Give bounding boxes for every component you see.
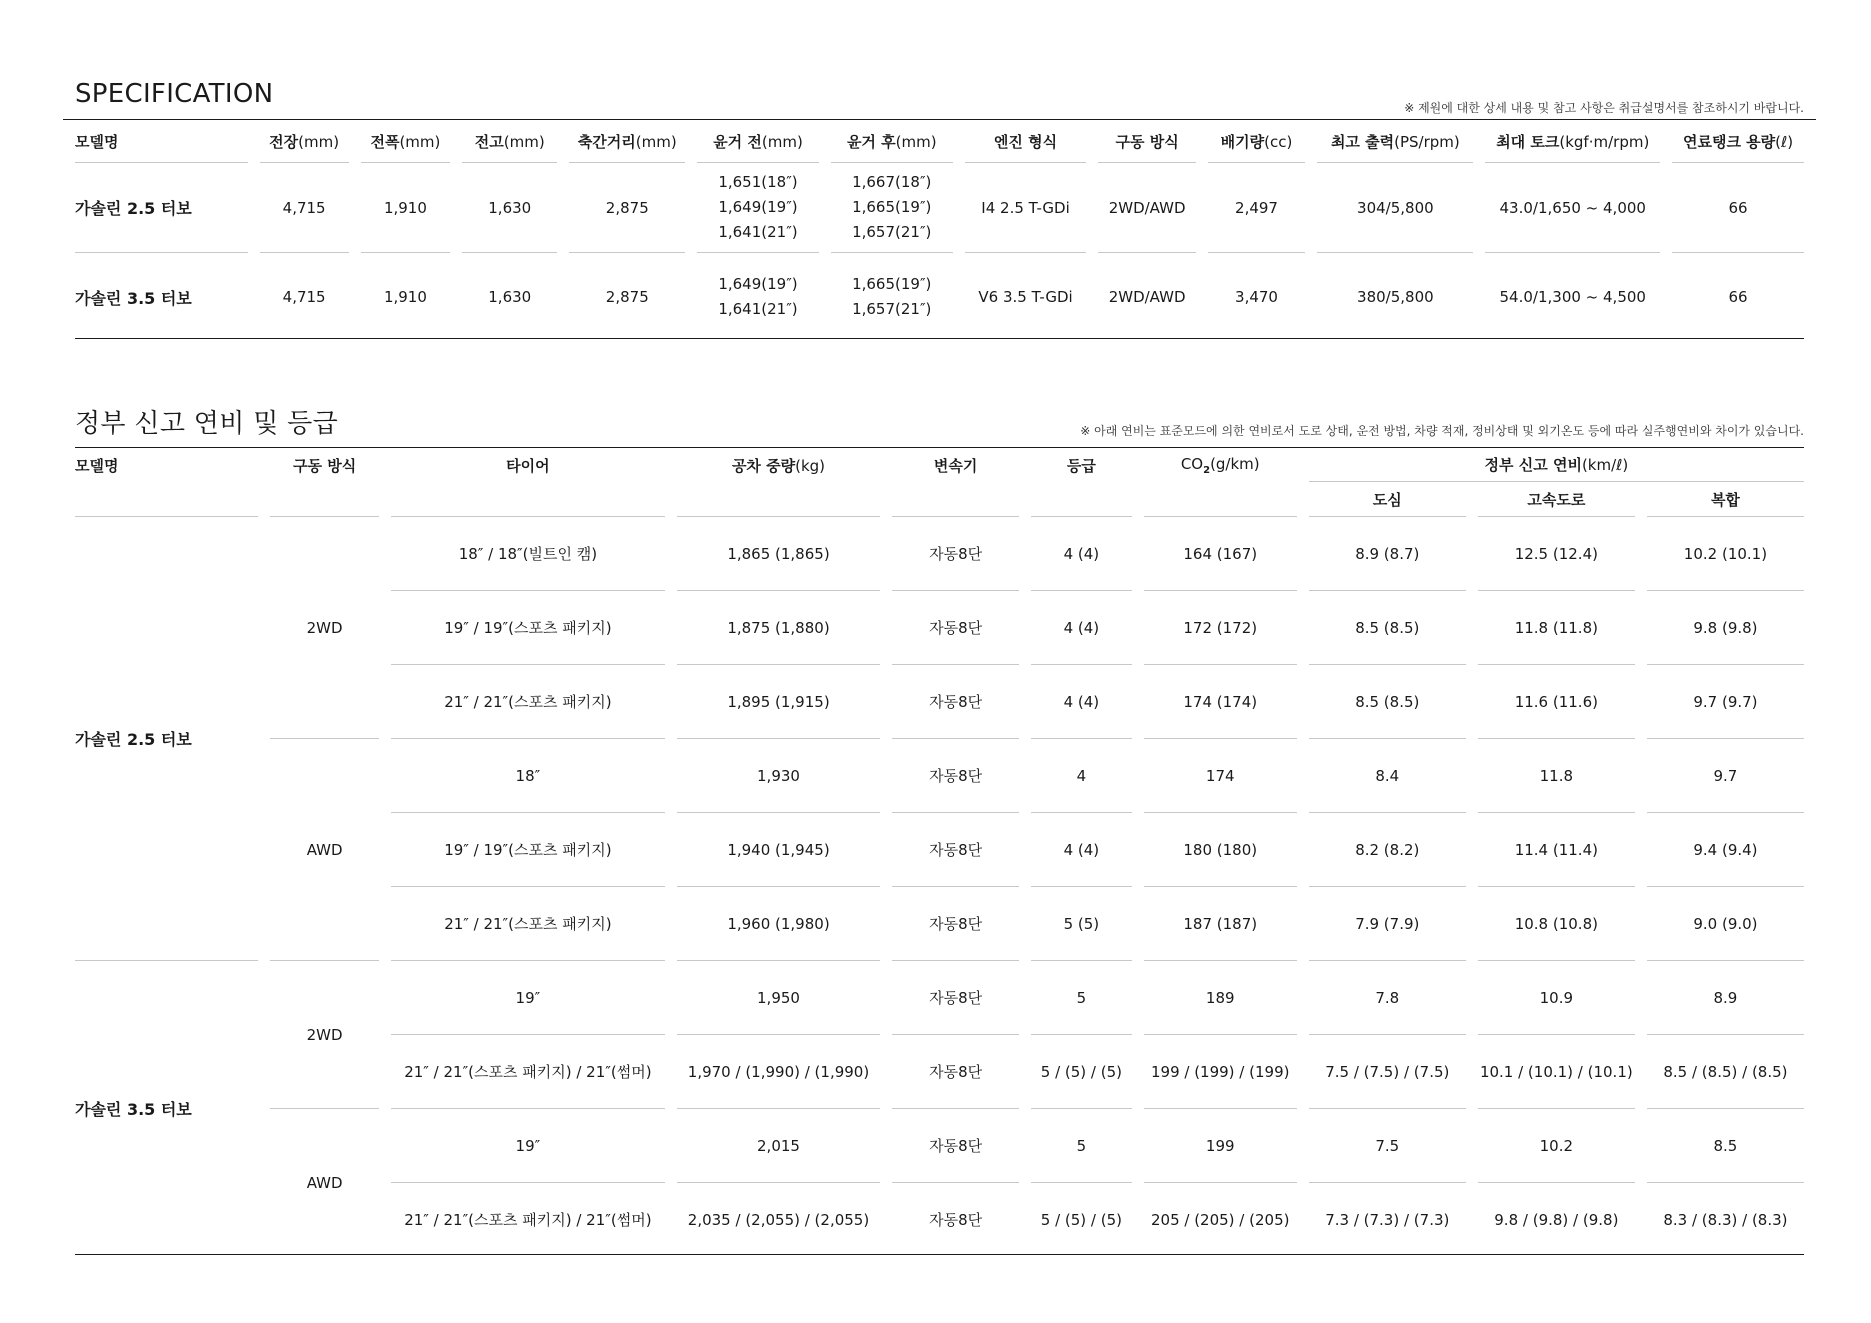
fuel-transmission: 자동8단 [892, 887, 1019, 961]
fuel-grade: 4 (4) [1031, 517, 1132, 591]
spec-wheelbase: 2,875 [605, 288, 649, 306]
fuel-tire: 19″ / 19″(스포츠 패키지) [391, 813, 665, 887]
fuel-grade: 4 [1031, 739, 1132, 813]
spec-tank: 66 [1672, 163, 1804, 253]
spec-header-length: 전장(mm) [260, 120, 349, 163]
fuel-highway: 12.5 (12.4) [1478, 517, 1635, 591]
spec-header-tread-rear: 윤거 후(mm) [831, 120, 953, 163]
fuel-transmission: 자동8단 [892, 813, 1019, 887]
fuel-combined: 9.7 [1647, 739, 1804, 813]
fuel-co2: 180 (180) [1144, 813, 1297, 887]
fuel-transmission: 자동8단 [892, 1109, 1019, 1183]
fuel-table [63, 447, 1816, 1256]
fuel-transmission: 자동8단 [929, 1211, 983, 1229]
fuel-city: 7.8 [1309, 961, 1466, 1035]
spec-displacement: 3,470 [1235, 288, 1278, 306]
fuel-grade: 5 / (5) / (5) [1040, 1210, 1122, 1229]
spec-tread-rear-value: 1,665(19″) [852, 275, 932, 293]
spec-tread-front-value: 1,651(18″) [718, 173, 798, 191]
fuel-tire: 18″ / 18″(빌트인 캠) [391, 517, 665, 591]
spec-model: 가솔린 3.5 터보 [75, 288, 192, 308]
spec-header-drive: 구동 방식 [1098, 120, 1195, 163]
spec-wheelbase: 2,875 [569, 163, 685, 253]
fuel-grade: 4 (4) [1031, 665, 1132, 739]
fuel-header-co2: $CO_2(g/km)$ [1144, 447, 1297, 517]
spec-torque: 43.0/1,650 ~ 4,000 [1485, 163, 1660, 253]
spec-drive: 2WD/AWD [1108, 288, 1186, 306]
fuel-header-row [75, 447, 1804, 482]
fuel-tire: 18″ [391, 739, 665, 813]
fuel-weight: 1,865 (1,865) [677, 517, 880, 591]
fuel-grade: 5 [1031, 1109, 1132, 1183]
fuel-row [75, 739, 1804, 813]
fuel-weight: 1,930 [677, 739, 880, 813]
fuel-header-grade: 등급 [1031, 447, 1132, 517]
fuel-co2: 174 (174) [1144, 665, 1297, 739]
fuel-weight: 1,940 (1,945) [677, 813, 880, 887]
spec-engine: V6 3.5 T-GDi [978, 288, 1073, 306]
spec-tread-rear [831, 163, 953, 253]
fuel-drive: 2WD [270, 517, 379, 739]
fuel-combined: 8.9 [1647, 961, 1804, 1035]
spec-header-engine: 엔진 형식 [965, 120, 1087, 163]
spec-tread-front-value: 1,641(21″) [718, 223, 798, 241]
spec-header-tank: 연료탱크 용량(ℓ) [1672, 120, 1804, 163]
spec-tank: 66 [1728, 288, 1748, 306]
fuel-transmission: 자동8단 [892, 961, 1019, 1035]
spec-tread-rear-value: 1,657(21″) [852, 300, 932, 318]
fuel-city: 7.5 [1309, 1109, 1466, 1183]
fuel-highway: 10.2 [1478, 1109, 1635, 1183]
fuel-drive: 2WD [270, 961, 379, 1109]
fuel-highway: 10.8 (10.8) [1478, 887, 1635, 961]
spec-power: 304/5,800 [1317, 163, 1473, 253]
fuel-grade: 4 (4) [1031, 591, 1132, 665]
fuel-city: 8.2 (8.2) [1309, 813, 1466, 887]
fuel-bottom-rule [75, 1254, 1804, 1255]
spec-header-height: 전고(mm) [462, 120, 557, 163]
spec-tread-front-value: 1,649(19″) [718, 198, 798, 216]
fuel-weight: 1,950 [677, 961, 880, 1035]
fuel-weight: 1,895 (1,915) [677, 665, 880, 739]
fuel-transmission: 자동8단 [892, 517, 1019, 591]
fuel-row [75, 517, 1804, 591]
spec-header-wheelbase: 축간거리(mm) [569, 120, 685, 163]
spec-tread-front [697, 253, 819, 341]
fuel-transmission: 자동8단 [892, 665, 1019, 739]
fuel-transmission: 자동8단 [892, 739, 1019, 813]
spec-length: 4,715 [282, 288, 326, 306]
fuel-combined: 9.8 (9.8) [1647, 591, 1804, 665]
fuel-combined: 9.0 (9.0) [1647, 887, 1804, 961]
fuel-header-model: 모델명 [75, 447, 258, 517]
fuel-header-weight: 공차 중량(kg) [677, 447, 880, 517]
fuel-transmission: 자동8단 [892, 1035, 1019, 1109]
spec-tread-rear-value: 1,665(19″) [852, 198, 932, 216]
fuel-highway: 9.8 / (9.8) / (9.8) [1494, 1210, 1619, 1229]
spec-header-displacement: 배기량(cc) [1208, 120, 1305, 163]
spec-header-width: 전폭(mm) [361, 120, 450, 163]
spec-tread-rear-value: 1,667(18″) [852, 173, 932, 191]
fuel-header-highway: 고속도로 [1478, 482, 1635, 517]
spec-torque: 54.0/1,300 ~ 4,500 [1499, 288, 1646, 306]
spec-tread-front-value: 1,649(19″) [718, 275, 798, 293]
fuel-header-transmission: 변속기 [892, 447, 1019, 517]
fuel-grade: 5 (5) [1031, 887, 1132, 961]
fuel-city: 8.5 (8.5) [1309, 665, 1466, 739]
spec-note: ※ 제원에 대한 상세 내용 및 참고 사항은 취급설명서를 참조하시기 바랍니다. [1404, 101, 1804, 115]
fuel-weight: 2,015 [677, 1109, 880, 1183]
fuel-highway: 11.8 [1478, 739, 1635, 813]
spec-tread-rear [831, 253, 953, 341]
spec-height: 1,630 [462, 163, 557, 253]
fuel-weight: 1,960 (1,980) [677, 887, 880, 961]
fuel-city: 8.9 (8.7) [1309, 517, 1466, 591]
fuel-co2: 199 [1144, 1109, 1297, 1183]
spec-length: 4,715 [260, 163, 349, 253]
fuel-grade: 5 [1031, 961, 1132, 1035]
fuel-tire: 19″ [391, 961, 665, 1035]
fuel-header-combined: 복합 [1647, 482, 1804, 517]
fuel-highway: 10.1 / (10.1) / (10.1) [1478, 1035, 1635, 1109]
fuel-row [75, 1109, 1804, 1183]
fuel-title: 정부 신고 연비 및 등급 [75, 409, 339, 439]
spec-header-torque: 최대 토크(kgf·m/rpm) [1485, 120, 1660, 163]
spec-header-model: 모델명 [75, 120, 248, 163]
fuel-model: 가솔린 2.5 터보 [75, 517, 258, 961]
fuel-highway: 11.6 (11.6) [1478, 665, 1635, 739]
fuel-drive: AWD [270, 739, 379, 961]
fuel-co2: 174 [1144, 739, 1297, 813]
fuel-weight: 1,875 (1,880) [677, 591, 880, 665]
fuel-tire: 21″ / 21″(스포츠 패키지) [391, 665, 665, 739]
fuel-city: 8.5 (8.5) [1309, 591, 1466, 665]
fuel-tire: 21″ / 21″(스포츠 패키지) / 21″(썸머) [404, 1211, 652, 1229]
spec-title: SPECIFICATION [75, 79, 274, 109]
fuel-header-efficiency: 정부 신고 연비(km/ℓ) [1309, 447, 1804, 482]
fuel-combined: 9.7 (9.7) [1647, 665, 1804, 739]
fuel-transmission: 자동8단 [892, 591, 1019, 665]
fuel-grade: 4 (4) [1031, 813, 1132, 887]
fuel-header-tire: 타이어 [391, 447, 665, 517]
fuel-tire: 19″ / 19″(스포츠 패키지) [391, 591, 665, 665]
spec-width: 1,910 [383, 288, 427, 306]
fuel-highway: 11.8 (11.8) [1478, 591, 1635, 665]
spec-table [63, 119, 1816, 341]
spec-tread-front [697, 163, 819, 253]
fuel-row [75, 961, 1804, 1035]
fuel-co2: 172 (172) [1144, 591, 1297, 665]
fuel-tire: 19″ [391, 1109, 665, 1183]
fuel-city: 8.4 [1309, 739, 1466, 813]
fuel-note: ※ 아래 연비는 표준모드에 의한 연비로서 도로 상태, 운전 방법, 차량 적재, 정비상태 및 외기온도 등에 따라 실주행연비와 차이가 있습니다. [1080, 424, 1804, 438]
spec-width: 1,910 [361, 163, 450, 253]
fuel-co2: 189 [1144, 961, 1297, 1035]
fuel-combined: 8.3 / (8.3) / (8.3) [1663, 1210, 1788, 1229]
fuel-co2: 187 (187) [1144, 887, 1297, 961]
spec-tread-front-value: 1,641(21″) [718, 300, 798, 318]
fuel-header-drive: 구동 방식 [270, 447, 379, 517]
spec-tread-rear-value: 1,657(21″) [852, 223, 932, 241]
fuel-model: 가솔린 3.5 터보 [75, 1100, 192, 1119]
fuel-drive: AWD [306, 1173, 343, 1192]
fuel-co2: 205 / (205) / (205) [1150, 1210, 1290, 1229]
fuel-combined: 9.4 (9.4) [1647, 813, 1804, 887]
fuel-highway: 10.9 [1478, 961, 1635, 1035]
fuel-co2: 199 / (199) / (199) [1144, 1035, 1297, 1109]
spec-displacement: 2,497 [1208, 163, 1305, 253]
fuel-grade: 5 / (5) / (5) [1031, 1035, 1132, 1109]
fuel-combined: 8.5 [1647, 1109, 1804, 1183]
fuel-tire: 21″ / 21″(스포츠 패키지) / 21″(썸머) [391, 1035, 665, 1109]
fuel-tire: 21″ / 21″(스포츠 패키지) [391, 887, 665, 961]
spec-bottom-rule [75, 338, 1804, 339]
fuel-combined: 8.5 / (8.5) / (8.5) [1647, 1035, 1804, 1109]
spec-header-row [75, 120, 1804, 163]
spec-model: 가솔린 2.5 터보 [75, 163, 248, 253]
fuel-city: 7.3 / (7.3) / (7.3) [1325, 1210, 1450, 1229]
spec-engine: I4 2.5 T-GDi [965, 163, 1087, 253]
fuel-city: 7.9 (7.9) [1309, 887, 1466, 961]
spec-power: 380/5,800 [1357, 288, 1434, 306]
fuel-highway: 11.4 (11.4) [1478, 813, 1635, 887]
fuel-weight: 2,035 / (2,055) / (2,055) [687, 1210, 870, 1229]
spec-row [75, 253, 1804, 341]
fuel-weight: 1,970 / (1,990) / (1,990) [677, 1035, 880, 1109]
fuel-co2: 164 (167) [1144, 517, 1297, 591]
fuel-combined: 10.2 (10.1) [1647, 517, 1804, 591]
fuel-city: 7.5 / (7.5) / (7.5) [1309, 1035, 1466, 1109]
spec-drive: 2WD/AWD [1098, 163, 1195, 253]
spec-row [75, 163, 1804, 253]
spec-header-power: 최고 출력(PS/rpm) [1317, 120, 1473, 163]
spec-header-tread-front: 윤거 전(mm) [697, 120, 819, 163]
spec-height: 1,630 [488, 288, 532, 306]
fuel-header-city: 도심 [1309, 482, 1466, 517]
